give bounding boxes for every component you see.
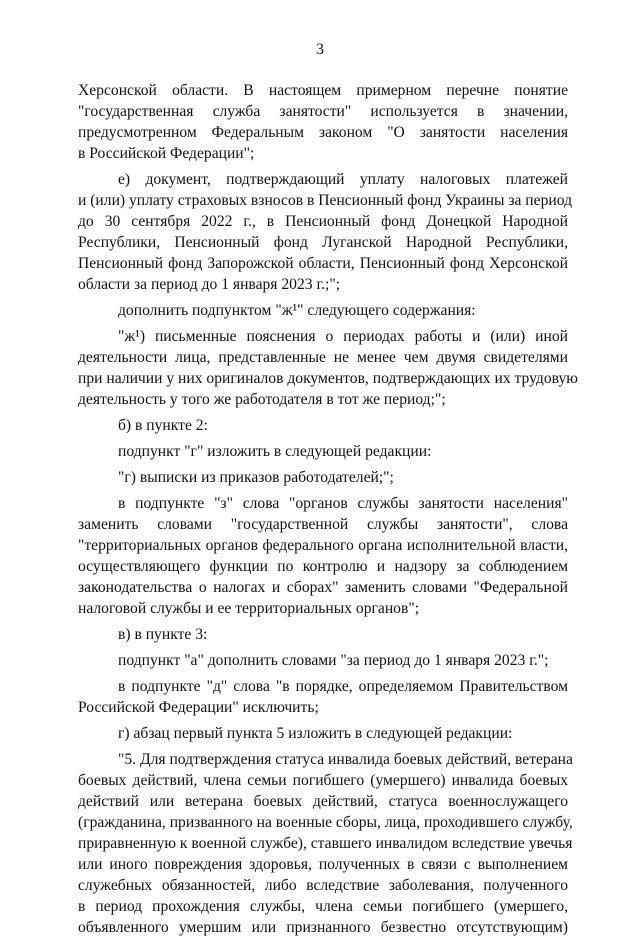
text-line: в период прохождения службы, члена семьи погибшего (умершего, xyxy=(78,898,568,915)
text-line: области за период до 1 января 2023 г.;"; xyxy=(78,276,341,293)
text-line: Херсонской области. В настоящем примерном перечне понятие xyxy=(78,82,568,99)
text-line: до 30 сентября 2022 г., в Пенсионный фонд Донецкой Народной xyxy=(78,213,568,230)
text-line: "г) выписки из приказов работодателей;"; xyxy=(118,469,394,486)
text-line: и (или) уплату страховых взносов в Пенсионный фонд Украины за период xyxy=(78,192,572,209)
text-line: Российской Федерации" исключить; xyxy=(78,699,319,716)
text-line: законодательства о налогах и сборах" заменить словами "Федеральной xyxy=(78,579,568,596)
text-line: деятельность у того же работодателя в тот же период;"; xyxy=(78,391,446,408)
text-line: предусмотренном Федеральным законом "О занятости населения xyxy=(78,124,568,141)
text-line: Республики, Пенсионный фонд Луганской Народной Республики, xyxy=(78,234,568,251)
text-line: объявленного умершим или признанного безвестно отсутствующим) xyxy=(78,919,568,936)
text-line: "5. Для подтверждения статуса инвалида боевых действий, ветерана xyxy=(118,751,573,768)
text-line: деятельности лица, представленные не менее чем двумя свидетелями xyxy=(78,349,568,366)
document-body xyxy=(78,80,578,938)
text-line: в) в пункте 3: xyxy=(118,626,208,643)
text-line: заменить словами "государственной службы занятости", слова xyxy=(78,516,568,533)
text-line: б) в пункте 2: xyxy=(118,417,208,434)
text-line: служебных обязанностей, либо вследствие заболевания, полученного xyxy=(78,877,568,894)
text-line: "ж¹) письменные пояснения о периодах работы и (или) иной xyxy=(118,328,568,345)
page-number: 3 xyxy=(316,41,324,58)
text-line: в подпункте "з" слова "органов службы занятости населения" xyxy=(118,495,568,512)
text-line: дополнить подпунктом "ж¹" следующего содержания: xyxy=(118,302,476,319)
text-line: приравненную к военной службе), ставшего инвалидом вследствие увечья xyxy=(78,835,573,852)
text-line: в Российской Федерации"; xyxy=(78,145,255,162)
text-line: "государственная служба занятости" используется в значении, xyxy=(78,103,568,120)
text-line: налоговой службы и ее территориальных органов"; xyxy=(78,600,420,617)
text-line: осуществляющего функции по контролю и надзору за соблюдением xyxy=(78,558,568,575)
text-line: при наличии у них оригиналов документов, подтверждающих их трудовую xyxy=(78,370,578,387)
text-line: Пенсионный фонд Запорожской области, Пенсионный фонд Херсонской xyxy=(78,255,568,272)
text-line: подпункт "а" дополнить словами "за период до 1 января 2023 г."; xyxy=(118,652,549,669)
text-line: "территориальных органов федерального органа исполнительной власти, xyxy=(78,537,568,554)
text-line: или иного повреждения здоровья, полученных в связи с выполнением xyxy=(78,856,568,873)
text-line: действий или ветерана боевых действий, статуса военнослужащего xyxy=(78,793,568,810)
text-line: г) абзац первый пункта 5 изложить в следующей редакции: xyxy=(118,725,513,742)
text-line: в подпункте "д" слова "в порядке, определяемом Правительством xyxy=(118,678,568,695)
text-line: подпункт "г" изложить в следующей редакции: xyxy=(118,443,432,460)
text-line: е) документ, подтверждающий уплату налоговых платежей xyxy=(118,171,568,188)
text-line: боевых действий, члена семьи погибшего (умершего) инвалида боевых xyxy=(78,772,568,789)
text-line: (гражданина, призванного на военные сборы, лица, проходившего службу, xyxy=(78,814,573,831)
